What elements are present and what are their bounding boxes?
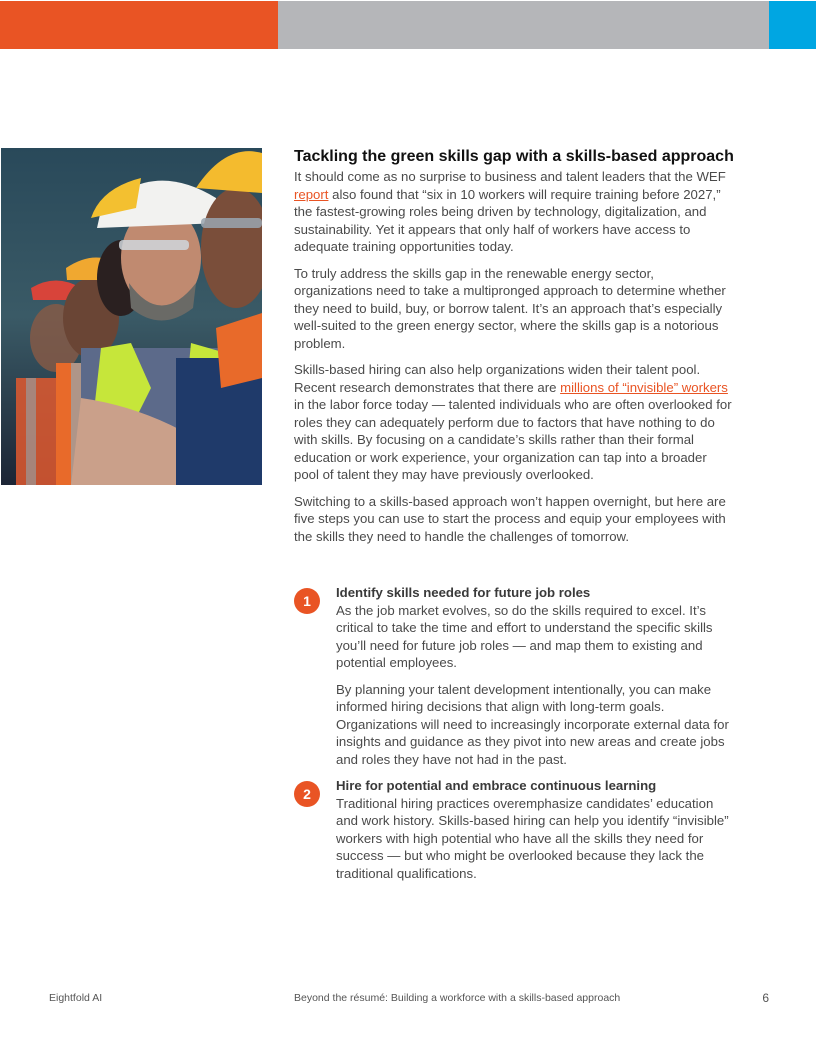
footer-document-title: Beyond the résumé: Building a workforce with a skills-based approach: [294, 992, 621, 1004]
report-link[interactable]: report: [294, 186, 329, 202]
steps-list: [294, 584, 734, 891]
step-paragraph: As the job market evolves, so do the skills required to excel. It’s critical to take the time and effort to understand the specific skills you’ll need for future job roles — and map them to existing and potential employees.: [336, 602, 713, 670]
workers-photo: [1, 148, 262, 485]
step-number-badge: 2: [294, 781, 320, 807]
header-bar-blue-segment: [769, 1, 816, 49]
section-heading: Tackling the green skills gap with a skills-based approach: [294, 148, 734, 165]
talent-pool-text-after-link: in the labor force today — talented individuals who are often overlooked for roles they can adequately perform due to factors that have nothing to do with skills. By focusing on a candidate’s skills rather than their formal education or work experience, your organization can tap into a broader pool of talent they may have previously overlooked.: [294, 397, 732, 482]
skills-gap-paragraph: To truly address the skills gap in the renewable energy sector, organizations need to take a multipronged approach to determine whether they need to build, buy, or borrow talent. It’s an approach that’s especially well-suited to the green energy sector, where the skills gap is a notorious problem.: [294, 265, 726, 351]
step-paragraph: By planning your talent development intentionally, you can make informed hiring decisions that align with long-term goals. Organizations will need to increasingly incorporate external data for insights and guidance as they pivot into new areas and create jobs and roles they have not had in the past.: [336, 681, 729, 767]
step-number-badge: 1: [294, 588, 320, 614]
step-item-2: [294, 777, 734, 882]
invisible-workers-link[interactable]: millions of “invisible” workers: [560, 379, 728, 395]
five-steps-intro-paragraph: Switching to a skills-based approach won’t happen overnight, but here are five steps you can use to start the process and equip your employees with the skills they need to handle the challenges of tomorrow.: [294, 493, 726, 544]
article-body: [294, 146, 734, 554]
workers-photo-illustration: [1, 148, 262, 485]
footer-company: Eightfold AI: [49, 992, 103, 1004]
step-paragraph: Traditional hiring practices overemphasize candidates’ education and work history. Skills-based hiring can help you identify “invisible” workers with high potential who have all the skills they need for success — but who might be overlooked because they lack the traditional qualifications.: [336, 795, 729, 881]
intro-text-before-link: It should come as no surprise to business and talent leaders that the WEF: [294, 169, 726, 184]
intro-paragraph: [294, 168, 734, 256]
header-color-bar: [0, 1, 816, 49]
step-title: Hire for potential and embrace continuous learning: [336, 778, 657, 793]
page-number: 6: [762, 991, 769, 1005]
intro-text-after-link: also found that “six in 10 workers will require training before 2027,” the fastest-growing roles being driven by technology, digitalization, and sustainability. Yet it appears that only half of workers have access to adequate training opportunities today.: [294, 186, 721, 254]
page-footer: [0, 992, 816, 1008]
header-bar-orange-segment: [0, 1, 278, 49]
step-title: Identify skills needed for future job roles: [336, 585, 591, 600]
step-item-1: [294, 584, 734, 768]
talent-pool-text-before-link: Skills-based hiring can also help organizations widen their talent pool. Recent research demonstrates that there are: [294, 362, 701, 395]
header-bar-gray-segment: [278, 1, 769, 49]
talent-pool-paragraph: [294, 361, 734, 484]
